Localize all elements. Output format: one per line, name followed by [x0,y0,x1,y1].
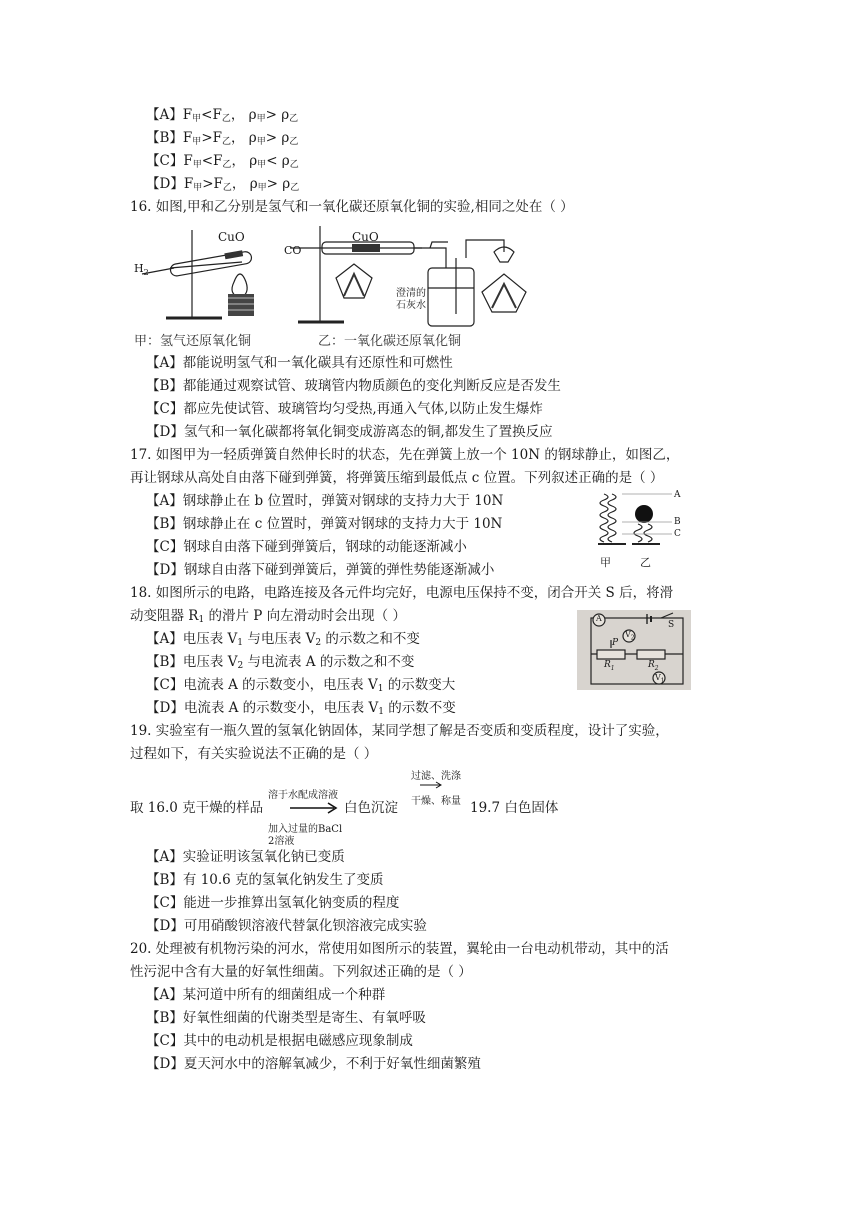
q19-stem-line1: 19. 实验室有一瓶久置的氢氧化钠固体，某同学想了解是否变质和变质程度，设计了实验， [130,723,669,739]
q16-caption-right: 乙：一氧化碳还原氧化铜 [318,334,462,349]
q15-option-c: 【C】$F_甲<F_乙$， $\rho_甲< \rho_乙$ [146,153,299,170]
q19-arrow2 [420,781,444,789]
q20-option-b: 【B】好氧性细菌的代谢类型是寄生、有氧呼吸 [146,1010,426,1026]
q19-option-b: 【B】有 10.6 克的氢氧化钠发生了变质 [146,872,384,888]
q18-v1-label: $V_1$ [655,673,665,685]
q20-option-c: 【C】其中的电动机是根据电磁感应现象制成 [146,1033,413,1049]
q18-ammeter-label: A [596,614,602,623]
q18-slider-label: P [612,638,619,648]
q18-r2-label: $R_2$ [648,660,659,672]
q16-co-label: CO [284,244,302,257]
q20-option-a: 【A】某河道中所有的细菌组成一个种群 [146,987,386,1003]
q19-flow-start: 取 16.0 克干燥的样品 [130,800,264,816]
q18-stem-line2: 动变阻器 $R_1$ 的滑片 P 向左滑动时会出现（ ） [130,608,406,625]
q16-cuo-right-label: CuO [352,230,379,244]
q19-arrow1-bottom-label-1: 加入过量的BaCl [268,824,343,835]
q19-option-c: 【C】能进一步推算出氢氧化钠变质的程度 [146,895,400,911]
q18-r1-label: $R_1$ [604,660,615,672]
q18-option-b: 【B】电压表 $V_2$ 与电流表 A 的示数之和不变 [146,654,415,671]
q17-option-a: 【A】钢球静止在 b 位置时，弹簧对钢球的支持力大于 10N [146,493,504,509]
q16-stem: 16. 如图,甲和乙分别是氢气和一氧化碳还原氧化铜的实验,相同之处在（ ） [130,199,574,215]
q20-stem-line2: 性污泥中含有大量的好氧性细菌。下列叙述正确的是（ ） [130,964,472,980]
q16-cuo-left-label: CuO [218,230,245,244]
q16-option-a: 【A】都能说明氢气和一氧化碳具有还原性和可燃性 [146,355,453,371]
q15-option-b: 【B】$F_甲>F_乙$， $\rho_甲> \rho_乙$ [146,130,299,147]
q17-label-jia: 甲 [600,556,611,569]
q17-stem-line1: 17. 如图甲为一轻质弹簧自然伸长时的状态，先在弹簧上放一个 10N 的钢球静止，如图乙， [130,447,680,463]
q19-arrow2-top-label: 过滤、洗涤 [411,771,461,782]
q19-arrow2-bottom-label: 干燥、称量 [411,796,461,807]
q19-flow-middle: 白色沉淀 [344,800,398,816]
q19-option-a: 【A】实验证明该氢氧化钠已变质 [146,849,345,865]
q18-option-c: 【C】电流表 A 的示数变小，电压表 $V_1$ 的示数变大 [146,677,456,694]
q20-option-d: 【D】夏天河水中的溶解氧减少，不利于好氧性细菌繁殖 [146,1056,481,1072]
q16-option-c: 【C】都应先使试管、玻璃管均匀受热,再通入气体,以防止发生爆炸 [146,401,543,417]
q16-option-b: 【B】都能通过观察试管、玻璃管内物质颜色的变化判断反应是否发生 [146,378,561,394]
q19-stem-line2: 过程如下，有关实验说法不正确的是（ ） [130,746,378,762]
q16-h2-label: $H_2$ [134,262,149,278]
q16-limewater-label-1: 澄清的 [396,288,426,299]
q17-label-b: B [674,517,681,527]
q18-option-d: 【D】电流表 A 的示数变小，电压表 $V_1$ 的示数不变 [146,700,456,717]
q19-option-d: 【D】可用硝酸钡溶液代替氯化钡溶液完成实验 [146,918,427,934]
q17-label-c: C [674,529,681,539]
q19-arrow1 [290,803,340,813]
q16-option-d: 【D】氢气和一氧化碳都将氧化铜变成游离态的铜,都发生了置换反应 [146,424,553,440]
q18-stem-line1: 18. 如图所示的电路，电路连接及各元件均完好，电源电压保持不变，闭合开关 S 后，将滑 [130,585,674,601]
q15-option-a: 【A】$F_甲<F_乙$， $\rho_甲> \rho_乙$ [146,107,299,124]
q18-option-a: 【A】电压表 $V_1$ 与电压表 $V_2$ 的示数之和不变 [146,631,420,648]
q17-stem-line2: 再让钢球从高处自由落下碰到弹簧，将弹簧压缩到最低点 c 位置。下列叙述正确的是（ ） [130,470,664,486]
q16-caption-left: 甲：氢气还原氧化铜 [134,334,252,349]
q20-stem-line1: 20. 处理被有机物污染的河水，常使用如图所示的装置，翼轮由一台电动机带动，其中的活 [130,941,669,957]
q18-v2-label: $V_2$ [625,630,635,642]
q15-option-d: 【D】$F_甲>F_乙$， $\rho_甲> \rho_乙$ [146,176,300,193]
q17-option-d: 【D】钢球自由落下碰到弹簧后，弹簧的弹性势能逐渐减小 [146,562,495,578]
q18-switch-label: S [668,620,675,630]
q19-flow-end: 19.7 白色固体 [470,800,559,816]
q17-label-a: A [674,490,681,500]
q17-option-b: 【B】钢球静止在 c 位置时，弹簧对钢球的支持力大于 10N [146,516,503,532]
q17-label-yi: 乙 [640,556,651,569]
q16-limewater-label-2: 石灰水 [396,300,426,311]
q17-option-c: 【C】钢球自由落下碰到弹簧后，钢球的动能逐渐减小 [146,539,467,555]
q19-arrow1-bottom-label-2: 2溶液 [268,836,295,847]
q19-arrow1-top-label: 溶于水配成溶液 [268,790,338,801]
